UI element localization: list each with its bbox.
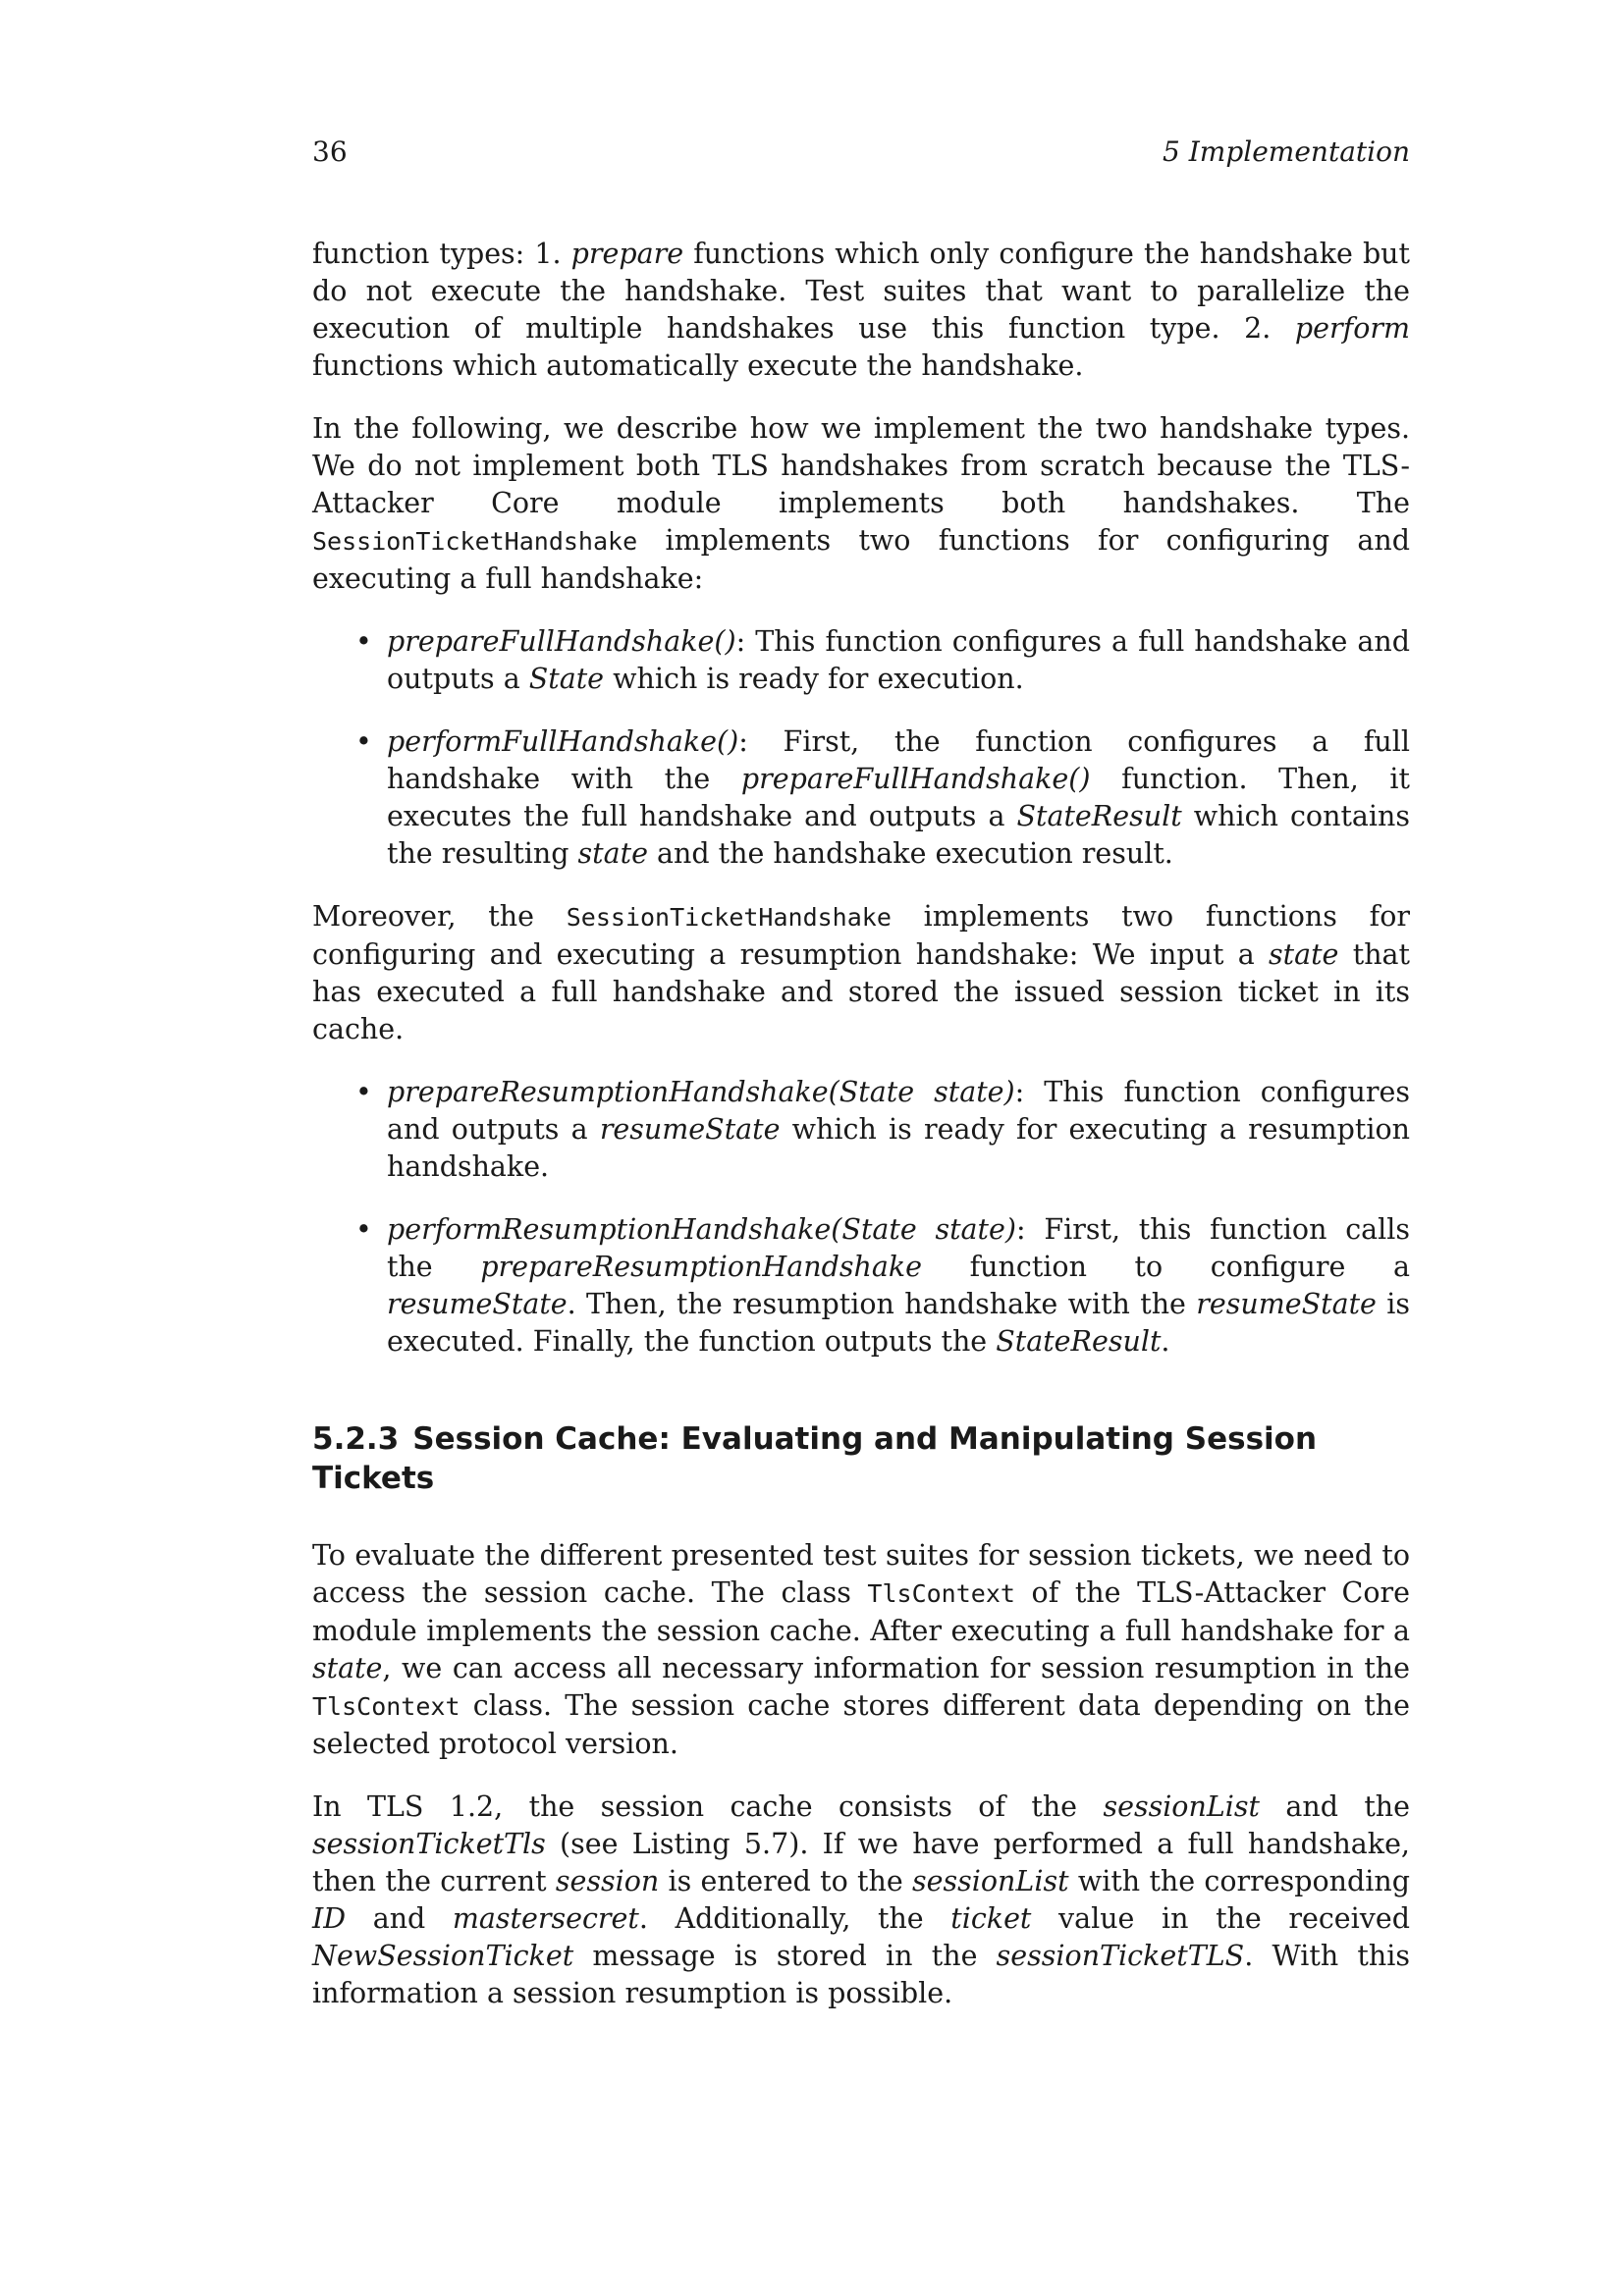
- code-tls-context: TlsContext: [867, 1579, 1015, 1608]
- code-session-ticket-handshake: SessionTicketHandshake: [312, 527, 638, 556]
- paragraph-session-cache: To evaluate the different presented test suites for session tickets, we need to access the session cache. The class TlsContext of the TLS-Attacker Core module implements the session cache. After executing a full handshake for a state, we can access all necessary information for session resumption in the TlsContext class. The session cache stores different data depending on the selected protocol version.: [312, 1539, 1410, 1760]
- list-item: • performResumptionHandshake(State state): First, this function calls the prepareResumptionHandshake function to configure a resumeState. Then, the resumption handshake with the resumeState is executed. Finally, the function outputs the StateResult.: [387, 1211, 1410, 1361]
- page-body: [312, 236, 1410, 2038]
- page-number: 36: [312, 135, 348, 168]
- resumption-function-list: [312, 1074, 1410, 1361]
- paragraph-resumption-intro: Moreover, the SessionTicketHandshake implements two functions for configuring and executing a resumption handshake: We input a state that has executed a full handshake and stored the issued session ticket in its cache.: [312, 900, 1410, 1045]
- paragraph-function-types: function types: 1. prepare functions which only configure the handshake but do not execute the handshake. Test suites that want to parallelize the execution of multiple handshakes use this function type. 2. perform functions which automatically execute the handshake.: [312, 238, 1410, 382]
- code-tls-context: TlsContext: [312, 1692, 460, 1721]
- paragraph-tls12-cache: In TLS 1.2, the session cache consists of the sessionList and the sessionTicketTls (see Listing 5.7). If we have performed a full handshake, then the current session is entered to the sessionList with the corresponding ID and mastersecret. Additionally, the ticket value in the received NewSessionTicket message is stored in the sessionTicketTLS. With this information a session resumption is possible.: [312, 1790, 1410, 2009]
- running-chapter-title: 5 Implementation: [1163, 135, 1410, 168]
- code-session-ticket-handshake: SessionTicketHandshake: [566, 903, 892, 932]
- page-header: [312, 135, 1410, 168]
- full-handshake-function-list: [312, 623, 1410, 873]
- list-item: • prepareFullHandshake(): This function configures a full handshake and outputs a State which is ready for execution.: [387, 623, 1410, 698]
- list-item: • performFullHandshake(): First, the function configures a full handshake with the prepareFullHandshake() function. Then, it executes the full handshake and outputs a StateResult which contains the resulting state and the handshake execution result.: [387, 723, 1410, 873]
- section-heading: [312, 1419, 1410, 1498]
- section-number: 5.2.3: [312, 1421, 400, 1457]
- list-item: • prepareResumptionHandshake(State state): This function configures and outputs a resumeState which is ready for executing a resumption handshake.: [387, 1074, 1410, 1186]
- section-title: Session Cache: Evaluating and Manipulating Session Tickets: [312, 1421, 1318, 1496]
- paragraph-handshake-types: In the following, we describe how we implement the two handshake types. We do not implement both TLS handshakes from scratch because the TLS-Attacker Core module implements both handshakes. The SessionTicketHandshake implements two functions for configuring and executing a full handshake:: [312, 412, 1410, 595]
